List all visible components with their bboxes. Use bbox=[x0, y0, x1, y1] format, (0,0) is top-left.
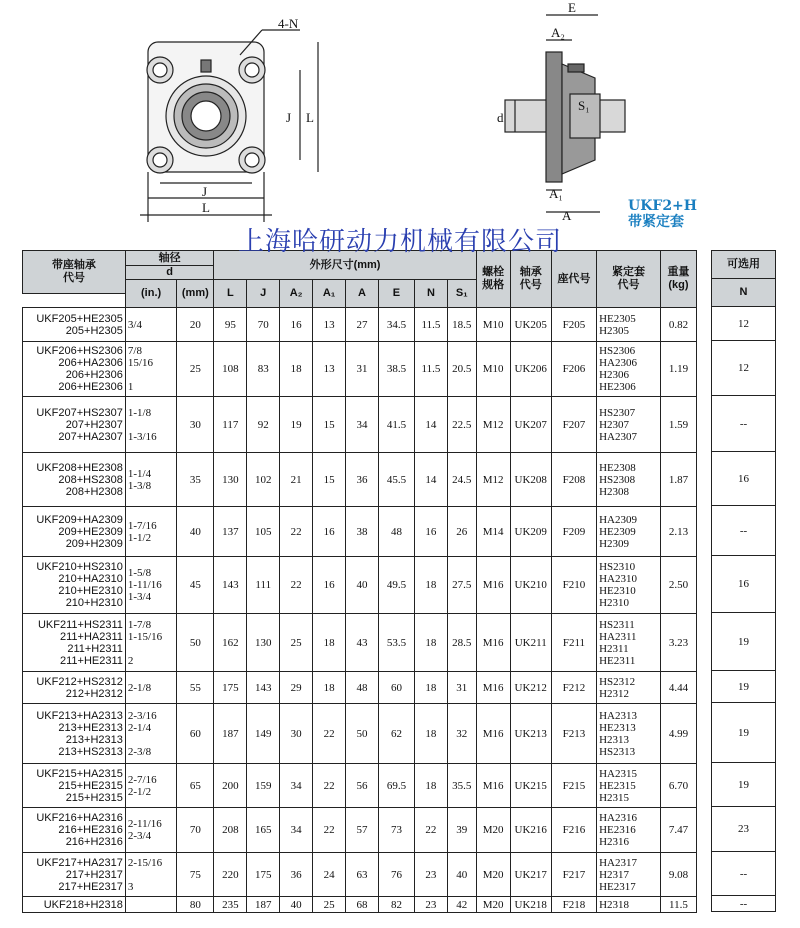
cell-bearing: UK207 bbox=[510, 397, 551, 453]
cell-s1: 40 bbox=[447, 853, 476, 897]
cell-e: 82 bbox=[378, 897, 414, 913]
header-housing: 座代号 bbox=[551, 251, 596, 308]
cell-sleeve: HS2310 HA2310 HE2310 H2310 bbox=[597, 557, 661, 614]
cell-bolt: M16 bbox=[476, 764, 510, 808]
cell-sleeve: HE2305 H2305 bbox=[597, 308, 661, 342]
cell-n: 23 bbox=[414, 897, 447, 913]
cell-a2: 21 bbox=[280, 453, 313, 507]
cell-mm: 50 bbox=[177, 614, 214, 672]
cell-bolt: M16 bbox=[476, 672, 510, 704]
table-row bbox=[23, 507, 697, 557]
cell-j: 159 bbox=[247, 764, 280, 808]
cell-j: 111 bbox=[247, 557, 280, 614]
cell-part: UKF212+HS2312 212+H2312 bbox=[23, 672, 126, 704]
header-bolt: 螺栓 规格 bbox=[476, 251, 510, 308]
cell-n: 14 bbox=[414, 397, 447, 453]
cell-a: 34 bbox=[346, 397, 379, 453]
cell-e: 45.5 bbox=[378, 453, 414, 507]
cell-j: 83 bbox=[247, 342, 280, 397]
cell-housing: F215 bbox=[551, 764, 596, 808]
cell-bolt: M12 bbox=[476, 453, 510, 507]
cell-j: 187 bbox=[247, 897, 280, 913]
cell-a2: 40 bbox=[280, 897, 313, 913]
optional-row bbox=[712, 807, 776, 852]
cell-mm: 60 bbox=[177, 704, 214, 764]
header-bearing: 轴承 代号 bbox=[510, 251, 551, 308]
cell-a: 36 bbox=[346, 453, 379, 507]
header-E: E bbox=[378, 280, 414, 308]
cell-bearing: UK217 bbox=[510, 853, 551, 897]
optional-row bbox=[712, 852, 776, 896]
cell-part: UKF216+HA2316 216+HE2316 216+H2316 bbox=[23, 808, 126, 853]
optional-table bbox=[711, 250, 776, 912]
cell-sleeve: HA2316 HE2316 H2316 bbox=[597, 808, 661, 853]
cell-a1: 13 bbox=[313, 308, 346, 342]
header-part-no: 带座轴承 代号 bbox=[23, 251, 126, 294]
optional-row bbox=[712, 307, 776, 341]
header-in: (in.) bbox=[125, 280, 176, 308]
header-sleeve: 紧定套 代号 bbox=[597, 251, 661, 308]
cell-e: 48 bbox=[378, 507, 414, 557]
table-row bbox=[23, 672, 697, 704]
front-view-drawing bbox=[140, 30, 318, 222]
cell-a1: 24 bbox=[313, 853, 346, 897]
cell-a2: 30 bbox=[280, 704, 313, 764]
cell-bearing: UK208 bbox=[510, 453, 551, 507]
cell-part: UKF208+HE2308 208+HS2308 208+H2308 bbox=[23, 453, 126, 507]
cell-housing: F211 bbox=[551, 614, 596, 672]
cell-a1: 22 bbox=[313, 704, 346, 764]
cell-j: 70 bbox=[247, 308, 280, 342]
cell-optional-n: -- bbox=[712, 506, 776, 556]
cell-weight: 1.59 bbox=[660, 397, 696, 453]
cell-optional-n: 19 bbox=[712, 671, 776, 703]
label-4-N: 4-N bbox=[278, 16, 299, 31]
cell-e: 41.5 bbox=[378, 397, 414, 453]
cell-n: 18 bbox=[414, 557, 447, 614]
cell-l: 137 bbox=[214, 507, 247, 557]
cell-inch: 1-7/16 1-1/2 bbox=[125, 507, 176, 557]
cell-part: UKF213+HA2313 213+HE2313 213+H2313 213+HS2313 bbox=[23, 704, 126, 764]
cell-a2: 19 bbox=[280, 397, 313, 453]
cell-e: 49.5 bbox=[378, 557, 414, 614]
cell-bolt: M16 bbox=[476, 614, 510, 672]
cell-part: UKF207+HS2307 207+H2307 207+HA2307 bbox=[23, 397, 126, 453]
cell-a: 27 bbox=[346, 308, 379, 342]
cell-housing: F216 bbox=[551, 808, 596, 853]
cell-a2: 18 bbox=[280, 342, 313, 397]
header-weight: 重量 (kg) bbox=[660, 251, 696, 308]
cell-inch: 2-3/16 2-1/4 2-3/8 bbox=[125, 704, 176, 764]
label-J-vertical: J bbox=[286, 110, 292, 125]
cell-a2: 34 bbox=[280, 808, 313, 853]
header-L: L bbox=[214, 280, 247, 308]
cell-a1: 18 bbox=[313, 672, 346, 704]
table-row bbox=[23, 614, 697, 672]
cell-inch: 1-5/8 1-11/16 1-3/4 bbox=[125, 557, 176, 614]
table-row bbox=[23, 342, 697, 397]
label-A1: A₁ bbox=[549, 186, 563, 201]
cell-l: 220 bbox=[214, 853, 247, 897]
cell-bearing: UK216 bbox=[510, 808, 551, 853]
cell-n: 23 bbox=[414, 853, 447, 897]
cell-sleeve: HS2312 H2312 bbox=[597, 672, 661, 704]
cell-inch: 2-15/16 3 bbox=[125, 853, 176, 897]
cell-s1: 27.5 bbox=[447, 557, 476, 614]
cell-inch: 1-1/8 1-3/16 bbox=[125, 397, 176, 453]
cell-housing: F208 bbox=[551, 453, 596, 507]
cell-optional-n: 19 bbox=[712, 703, 776, 763]
cell-mm: 55 bbox=[177, 672, 214, 704]
cell-a: 38 bbox=[346, 507, 379, 557]
optional-row bbox=[712, 341, 776, 396]
label-L-vertical: L bbox=[306, 110, 314, 125]
cell-weight: 3.23 bbox=[660, 614, 696, 672]
cell-s1: 26 bbox=[447, 507, 476, 557]
cell-bolt: M16 bbox=[476, 704, 510, 764]
cell-s1: 39 bbox=[447, 808, 476, 853]
cell-optional-n: -- bbox=[712, 396, 776, 452]
cell-a: 68 bbox=[346, 897, 379, 913]
cell-bearing: UK212 bbox=[510, 672, 551, 704]
cell-housing: F206 bbox=[551, 342, 596, 397]
cell-s1: 32 bbox=[447, 704, 476, 764]
cell-mm: 65 bbox=[177, 764, 214, 808]
cell-l: 200 bbox=[214, 764, 247, 808]
cell-a1: 22 bbox=[313, 808, 346, 853]
cell-bearing: UK215 bbox=[510, 764, 551, 808]
cell-housing: F212 bbox=[551, 672, 596, 704]
cell-s1: 18.5 bbox=[447, 308, 476, 342]
cell-s1: 22.5 bbox=[447, 397, 476, 453]
cell-a1: 22 bbox=[313, 764, 346, 808]
label-A2: A₂ bbox=[551, 25, 565, 40]
optional-row bbox=[712, 506, 776, 556]
header-A1: A₁ bbox=[313, 280, 346, 308]
cell-s1: 28.5 bbox=[447, 614, 476, 672]
cell-optional-n: 16 bbox=[712, 556, 776, 613]
cell-sleeve: HS2311 HA2311 H2311 HE2311 bbox=[597, 614, 661, 672]
optional-row bbox=[712, 556, 776, 613]
cell-a: 50 bbox=[346, 704, 379, 764]
cell-n: 11.5 bbox=[414, 308, 447, 342]
cell-inch: 2-7/16 2-1/2 bbox=[125, 764, 176, 808]
cell-bolt: M16 bbox=[476, 557, 510, 614]
cell-bolt: M10 bbox=[476, 342, 510, 397]
cell-weight: 1.19 bbox=[660, 342, 696, 397]
header-mm: (mm) bbox=[177, 280, 214, 308]
cell-j: 165 bbox=[247, 808, 280, 853]
cell-housing: F210 bbox=[551, 557, 596, 614]
cell-a2: 25 bbox=[280, 614, 313, 672]
cell-n: 14 bbox=[414, 453, 447, 507]
cell-bearing: UK213 bbox=[510, 704, 551, 764]
cell-housing: F205 bbox=[551, 308, 596, 342]
cell-l: 187 bbox=[214, 704, 247, 764]
cell-sleeve: HS2306 HA2306 H2306 HE2306 bbox=[597, 342, 661, 397]
cell-n: 18 bbox=[414, 764, 447, 808]
header-d: d bbox=[125, 266, 213, 280]
header-A2: A₂ bbox=[280, 280, 313, 308]
cell-j: 92 bbox=[247, 397, 280, 453]
cell-e: 53.5 bbox=[378, 614, 414, 672]
label-E: E bbox=[568, 0, 576, 15]
header-J: J bbox=[247, 280, 280, 308]
cell-weight: 2.50 bbox=[660, 557, 696, 614]
cell-inch: 3/4 bbox=[125, 308, 176, 342]
cell-l: 162 bbox=[214, 614, 247, 672]
cell-a2: 22 bbox=[280, 557, 313, 614]
table-row bbox=[23, 808, 697, 853]
cell-weight: 1.87 bbox=[660, 453, 696, 507]
cell-a: 56 bbox=[346, 764, 379, 808]
cell-weight: 0.82 bbox=[660, 308, 696, 342]
company-watermark: 上海哈研动力机械有限公司 bbox=[237, 227, 562, 257]
cell-bearing: UK205 bbox=[510, 308, 551, 342]
cell-sleeve: HE2308 HS2308 H2308 bbox=[597, 453, 661, 507]
cell-weight: 11.5 bbox=[660, 897, 696, 913]
cell-j: 149 bbox=[247, 704, 280, 764]
cell-mm: 70 bbox=[177, 808, 214, 853]
cell-housing: F207 bbox=[551, 397, 596, 453]
cell-optional-n: -- bbox=[712, 852, 776, 896]
cell-bolt: M20 bbox=[476, 853, 510, 897]
cell-a2: 36 bbox=[280, 853, 313, 897]
side-view-drawing bbox=[505, 15, 625, 212]
header-A: A bbox=[346, 280, 379, 308]
cell-bolt: M10 bbox=[476, 308, 510, 342]
table-row bbox=[23, 453, 697, 507]
cell-e: 38.5 bbox=[378, 342, 414, 397]
header-N: N bbox=[414, 280, 447, 308]
cell-e: 76 bbox=[378, 853, 414, 897]
cell-housing: F217 bbox=[551, 853, 596, 897]
cell-optional-n: 16 bbox=[712, 452, 776, 506]
table-row bbox=[23, 397, 697, 453]
cell-n: 18 bbox=[414, 672, 447, 704]
model-subtitle: 带紧定套 bbox=[628, 214, 684, 230]
cell-l: 175 bbox=[214, 672, 247, 704]
header-optional-N: N bbox=[712, 279, 776, 307]
optional-row bbox=[712, 613, 776, 671]
cell-mm: 30 bbox=[177, 397, 214, 453]
cell-e: 69.5 bbox=[378, 764, 414, 808]
cell-part: UKF210+HS2310 210+HA2310 210+HE2310 210+H2310 bbox=[23, 557, 126, 614]
cell-inch bbox=[125, 897, 176, 913]
cell-s1: 35.5 bbox=[447, 764, 476, 808]
cell-mm: 20 bbox=[177, 308, 214, 342]
cell-bolt: M20 bbox=[476, 808, 510, 853]
label-d: d bbox=[497, 110, 504, 125]
cell-a1: 18 bbox=[313, 614, 346, 672]
cell-n: 18 bbox=[414, 614, 447, 672]
cell-a: 63 bbox=[346, 853, 379, 897]
cell-inch: 1-7/8 1-15/16 2 bbox=[125, 614, 176, 672]
cell-mm: 35 bbox=[177, 453, 214, 507]
optional-row bbox=[712, 896, 776, 912]
cell-inch: 2-11/16 2-3/4 bbox=[125, 808, 176, 853]
cell-weight: 2.13 bbox=[660, 507, 696, 557]
cell-housing: F209 bbox=[551, 507, 596, 557]
cell-weight: 9.08 bbox=[660, 853, 696, 897]
cell-l: 143 bbox=[214, 557, 247, 614]
cell-optional-n: 23 bbox=[712, 807, 776, 852]
label-A: A bbox=[562, 208, 572, 223]
cell-bolt: M20 bbox=[476, 897, 510, 913]
cell-l: 130 bbox=[214, 453, 247, 507]
header-optional: 可选用 bbox=[712, 251, 776, 279]
cell-bearing: UK209 bbox=[510, 507, 551, 557]
cell-inch: 2-1/8 bbox=[125, 672, 176, 704]
cell-a: 43 bbox=[346, 614, 379, 672]
cell-a1: 13 bbox=[313, 342, 346, 397]
cell-sleeve: H2318 bbox=[597, 897, 661, 913]
header-S1: S₁ bbox=[447, 280, 476, 308]
cell-inch: 1-1/4 1-3/8 bbox=[125, 453, 176, 507]
optional-row bbox=[712, 396, 776, 452]
cell-s1: 20.5 bbox=[447, 342, 476, 397]
cell-j: 143 bbox=[247, 672, 280, 704]
cell-n: 18 bbox=[414, 704, 447, 764]
cell-bearing: UK206 bbox=[510, 342, 551, 397]
model-name: UKF2+H bbox=[628, 198, 698, 214]
cell-sleeve: HA2313 HE2313 H2313 HS2313 bbox=[597, 704, 661, 764]
cell-a2: 22 bbox=[280, 507, 313, 557]
cell-part: UKF209+HA2309 209+HE2309 209+H2309 bbox=[23, 507, 126, 557]
cell-e: 62 bbox=[378, 704, 414, 764]
cell-a1: 16 bbox=[313, 507, 346, 557]
cell-part: UKF206+HS2306 206+HA2306 206+H2306 206+HE2306 bbox=[23, 342, 126, 397]
cell-j: 175 bbox=[247, 853, 280, 897]
cell-housing: F213 bbox=[551, 704, 596, 764]
table-row bbox=[23, 704, 697, 764]
optional-row bbox=[712, 452, 776, 506]
cell-part: UKF217+HA2317 217+H2317 217+HE2317 bbox=[23, 853, 126, 897]
cell-bolt: M12 bbox=[476, 397, 510, 453]
cell-sleeve: HA2309 HE2309 H2309 bbox=[597, 507, 661, 557]
spec-table bbox=[22, 250, 697, 913]
cell-s1: 24.5 bbox=[447, 453, 476, 507]
table-row bbox=[23, 853, 697, 897]
table-row bbox=[23, 308, 697, 342]
cell-n: 22 bbox=[414, 808, 447, 853]
cell-l: 108 bbox=[214, 342, 247, 397]
cell-a1: 15 bbox=[313, 397, 346, 453]
cell-sleeve: HA2317 H2317 HE2317 bbox=[597, 853, 661, 897]
table-row bbox=[23, 557, 697, 614]
cell-part: UKF205+HE2305 205+H2305 bbox=[23, 308, 126, 342]
cell-j: 105 bbox=[247, 507, 280, 557]
cell-mm: 40 bbox=[177, 507, 214, 557]
cell-part: UKF218+H2318 bbox=[23, 897, 126, 913]
optional-row bbox=[712, 763, 776, 807]
label-J-horizontal: J bbox=[202, 184, 208, 199]
cell-optional-n: 12 bbox=[712, 307, 776, 341]
cell-a2: 34 bbox=[280, 764, 313, 808]
cell-a: 31 bbox=[346, 342, 379, 397]
header-dimensions: 外形尺寸(mm) bbox=[214, 251, 476, 280]
cell-l: 235 bbox=[214, 897, 247, 913]
cell-a1: 16 bbox=[313, 557, 346, 614]
cell-housing: F218 bbox=[551, 897, 596, 913]
label-S1: S₁ bbox=[578, 98, 590, 113]
cell-e: 60 bbox=[378, 672, 414, 704]
cell-mm: 45 bbox=[177, 557, 214, 614]
cell-a1: 25 bbox=[313, 897, 346, 913]
cell-e: 34.5 bbox=[378, 308, 414, 342]
cell-bearing: UK210 bbox=[510, 557, 551, 614]
optional-row bbox=[712, 703, 776, 763]
table-row bbox=[23, 764, 697, 808]
cell-part: UKF211+HS2311 211+HA2311 211+H2311 211+HE2311 bbox=[23, 614, 126, 672]
cell-bearing: UK211 bbox=[510, 614, 551, 672]
cell-a2: 29 bbox=[280, 672, 313, 704]
cell-a: 57 bbox=[346, 808, 379, 853]
cell-e: 73 bbox=[378, 808, 414, 853]
cell-a1: 15 bbox=[313, 453, 346, 507]
cell-l: 208 bbox=[214, 808, 247, 853]
cell-l: 117 bbox=[214, 397, 247, 453]
cell-n: 16 bbox=[414, 507, 447, 557]
cell-l: 95 bbox=[214, 308, 247, 342]
cell-s1: 31 bbox=[447, 672, 476, 704]
cell-j: 130 bbox=[247, 614, 280, 672]
optional-row bbox=[712, 671, 776, 703]
cell-sleeve: HA2315 HE2315 H2315 bbox=[597, 764, 661, 808]
header-shaft: 轴径 bbox=[125, 251, 213, 266]
cell-optional-n: 12 bbox=[712, 341, 776, 396]
cell-sleeve: HS2307 H2307 HA2307 bbox=[597, 397, 661, 453]
cell-n: 11.5 bbox=[414, 342, 447, 397]
cell-bolt: M14 bbox=[476, 507, 510, 557]
cell-mm: 25 bbox=[177, 342, 214, 397]
cell-weight: 7.47 bbox=[660, 808, 696, 853]
table-row bbox=[23, 897, 697, 913]
cell-mm: 80 bbox=[177, 897, 214, 913]
label-L-horizontal: L bbox=[202, 200, 210, 215]
cell-a: 48 bbox=[346, 672, 379, 704]
cell-a2: 16 bbox=[280, 308, 313, 342]
cell-part: UKF215+HA2315 215+HE2315 215+H2315 bbox=[23, 764, 126, 808]
cell-weight: 4.44 bbox=[660, 672, 696, 704]
cell-optional-n: -- bbox=[712, 896, 776, 912]
cell-weight: 4.99 bbox=[660, 704, 696, 764]
cell-weight: 6.70 bbox=[660, 764, 696, 808]
cell-mm: 75 bbox=[177, 853, 214, 897]
cell-s1: 42 bbox=[447, 897, 476, 913]
cell-optional-n: 19 bbox=[712, 613, 776, 671]
cell-inch: 7/8 15/16 1 bbox=[125, 342, 176, 397]
cell-a: 40 bbox=[346, 557, 379, 614]
cell-j: 102 bbox=[247, 453, 280, 507]
cell-optional-n: 19 bbox=[712, 763, 776, 807]
cell-bearing: UK218 bbox=[510, 897, 551, 913]
